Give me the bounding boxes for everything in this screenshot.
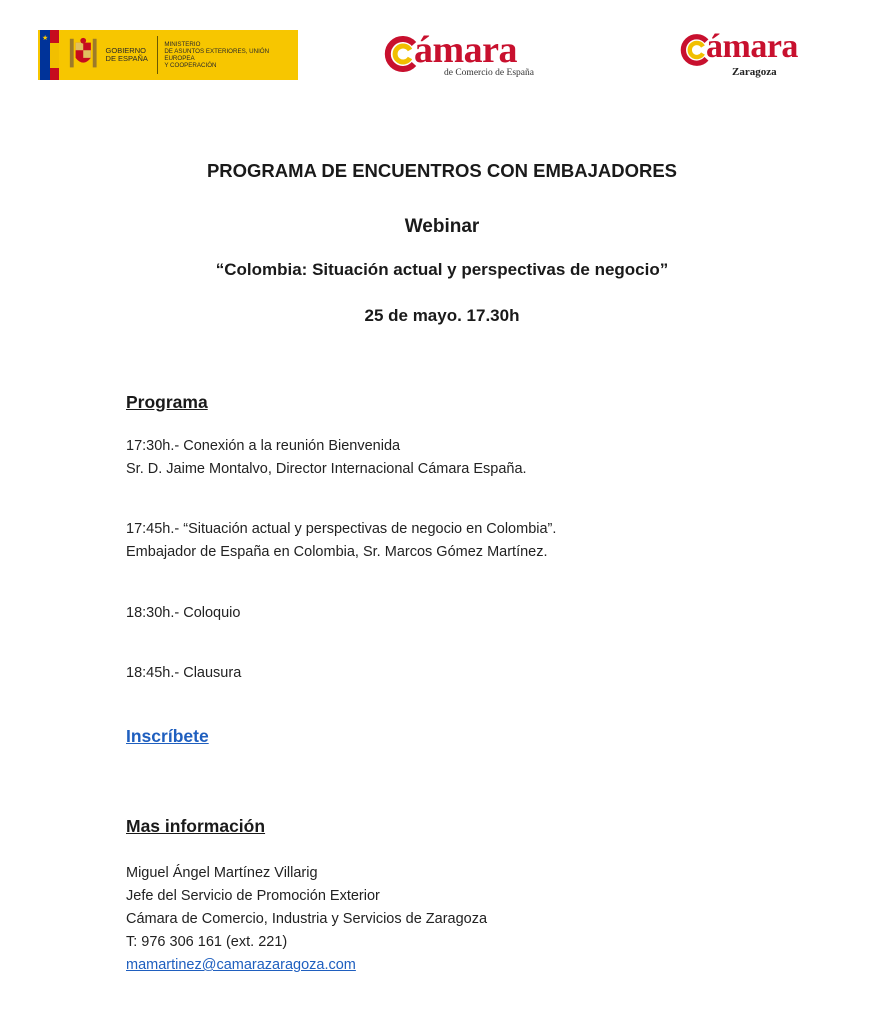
coat-of-arms-icon xyxy=(67,36,99,74)
contact-name: Miguel Ángel Martínez Villarig xyxy=(126,865,318,881)
gobierno-label: GOBIERNO DE ESPAÑA xyxy=(105,46,148,63)
agenda-item-time-title: 17:30h.- Conexión a la reunión Bienvenida xyxy=(126,438,401,454)
contact-phone: T: 976 306 161 (ext. 221) xyxy=(126,934,288,950)
camara-espana-word: ámara xyxy=(414,29,518,71)
agenda-item-time-title: 17:45h.- “Situación actual y perspectivas de negocio en Colombia”. xyxy=(126,521,557,537)
agenda-item xyxy=(126,518,556,564)
camara-espana-logo xyxy=(384,28,554,84)
spain-flag-icon xyxy=(50,30,60,80)
contact-role: Jefe del Servicio de Promoción Exterior xyxy=(126,888,380,904)
logo-divider xyxy=(157,36,158,74)
agenda-item xyxy=(126,602,240,625)
camara-zaragoza-sub: Zaragoza xyxy=(732,66,777,78)
register-link[interactable]: Inscríbete xyxy=(126,726,209,746)
camara-espana-sub: de Comercio de España xyxy=(444,68,534,78)
camara-c-icon xyxy=(384,36,418,72)
agenda-item-speaker: Sr. D. Jaime Montalvo, Director Internacional Cámara España. xyxy=(126,461,527,477)
contact-organization: Cámara de Comercio, Industria y Servicios de Zaragoza xyxy=(126,911,488,927)
webinar-label: Webinar xyxy=(404,216,480,237)
agenda-item xyxy=(126,435,527,481)
camara-zaragoza-word: ámara xyxy=(706,28,798,65)
contact-email-link[interactable]: mamartinez@camarazaragoza.com xyxy=(126,957,356,973)
mas-informacion-heading: Mas información xyxy=(126,816,266,836)
programa-heading: Programa xyxy=(126,392,208,412)
program-title: PROGRAMA DE ENCUENTROS CON EMBAJADORES xyxy=(206,160,678,181)
ministerio-label: MINISTERIO DE ASUNTOS EXTERIORES, UNIÓN EUROPEA Y COOPERACIÓN xyxy=(164,41,270,69)
gobierno-espana-logo xyxy=(38,30,298,80)
agenda-item xyxy=(126,662,241,685)
agenda-item-speaker: Embajador de España en Colombia, Sr. Marcos Gómez Martínez. xyxy=(126,544,548,560)
agenda-item-time-title: 18:45h.- Clausura xyxy=(126,665,242,681)
contact-block xyxy=(126,862,487,977)
webinar-topic: “Colombia: Situación actual y perspectivas de negocio” xyxy=(215,260,669,279)
camara-zaragoza-logo xyxy=(680,28,830,84)
webinar-date: 25 de mayo. 17.30h xyxy=(364,306,520,325)
agenda-item-time-title: 18:30h.- Coloquio xyxy=(126,605,241,621)
eu-flag-icon xyxy=(40,30,50,80)
